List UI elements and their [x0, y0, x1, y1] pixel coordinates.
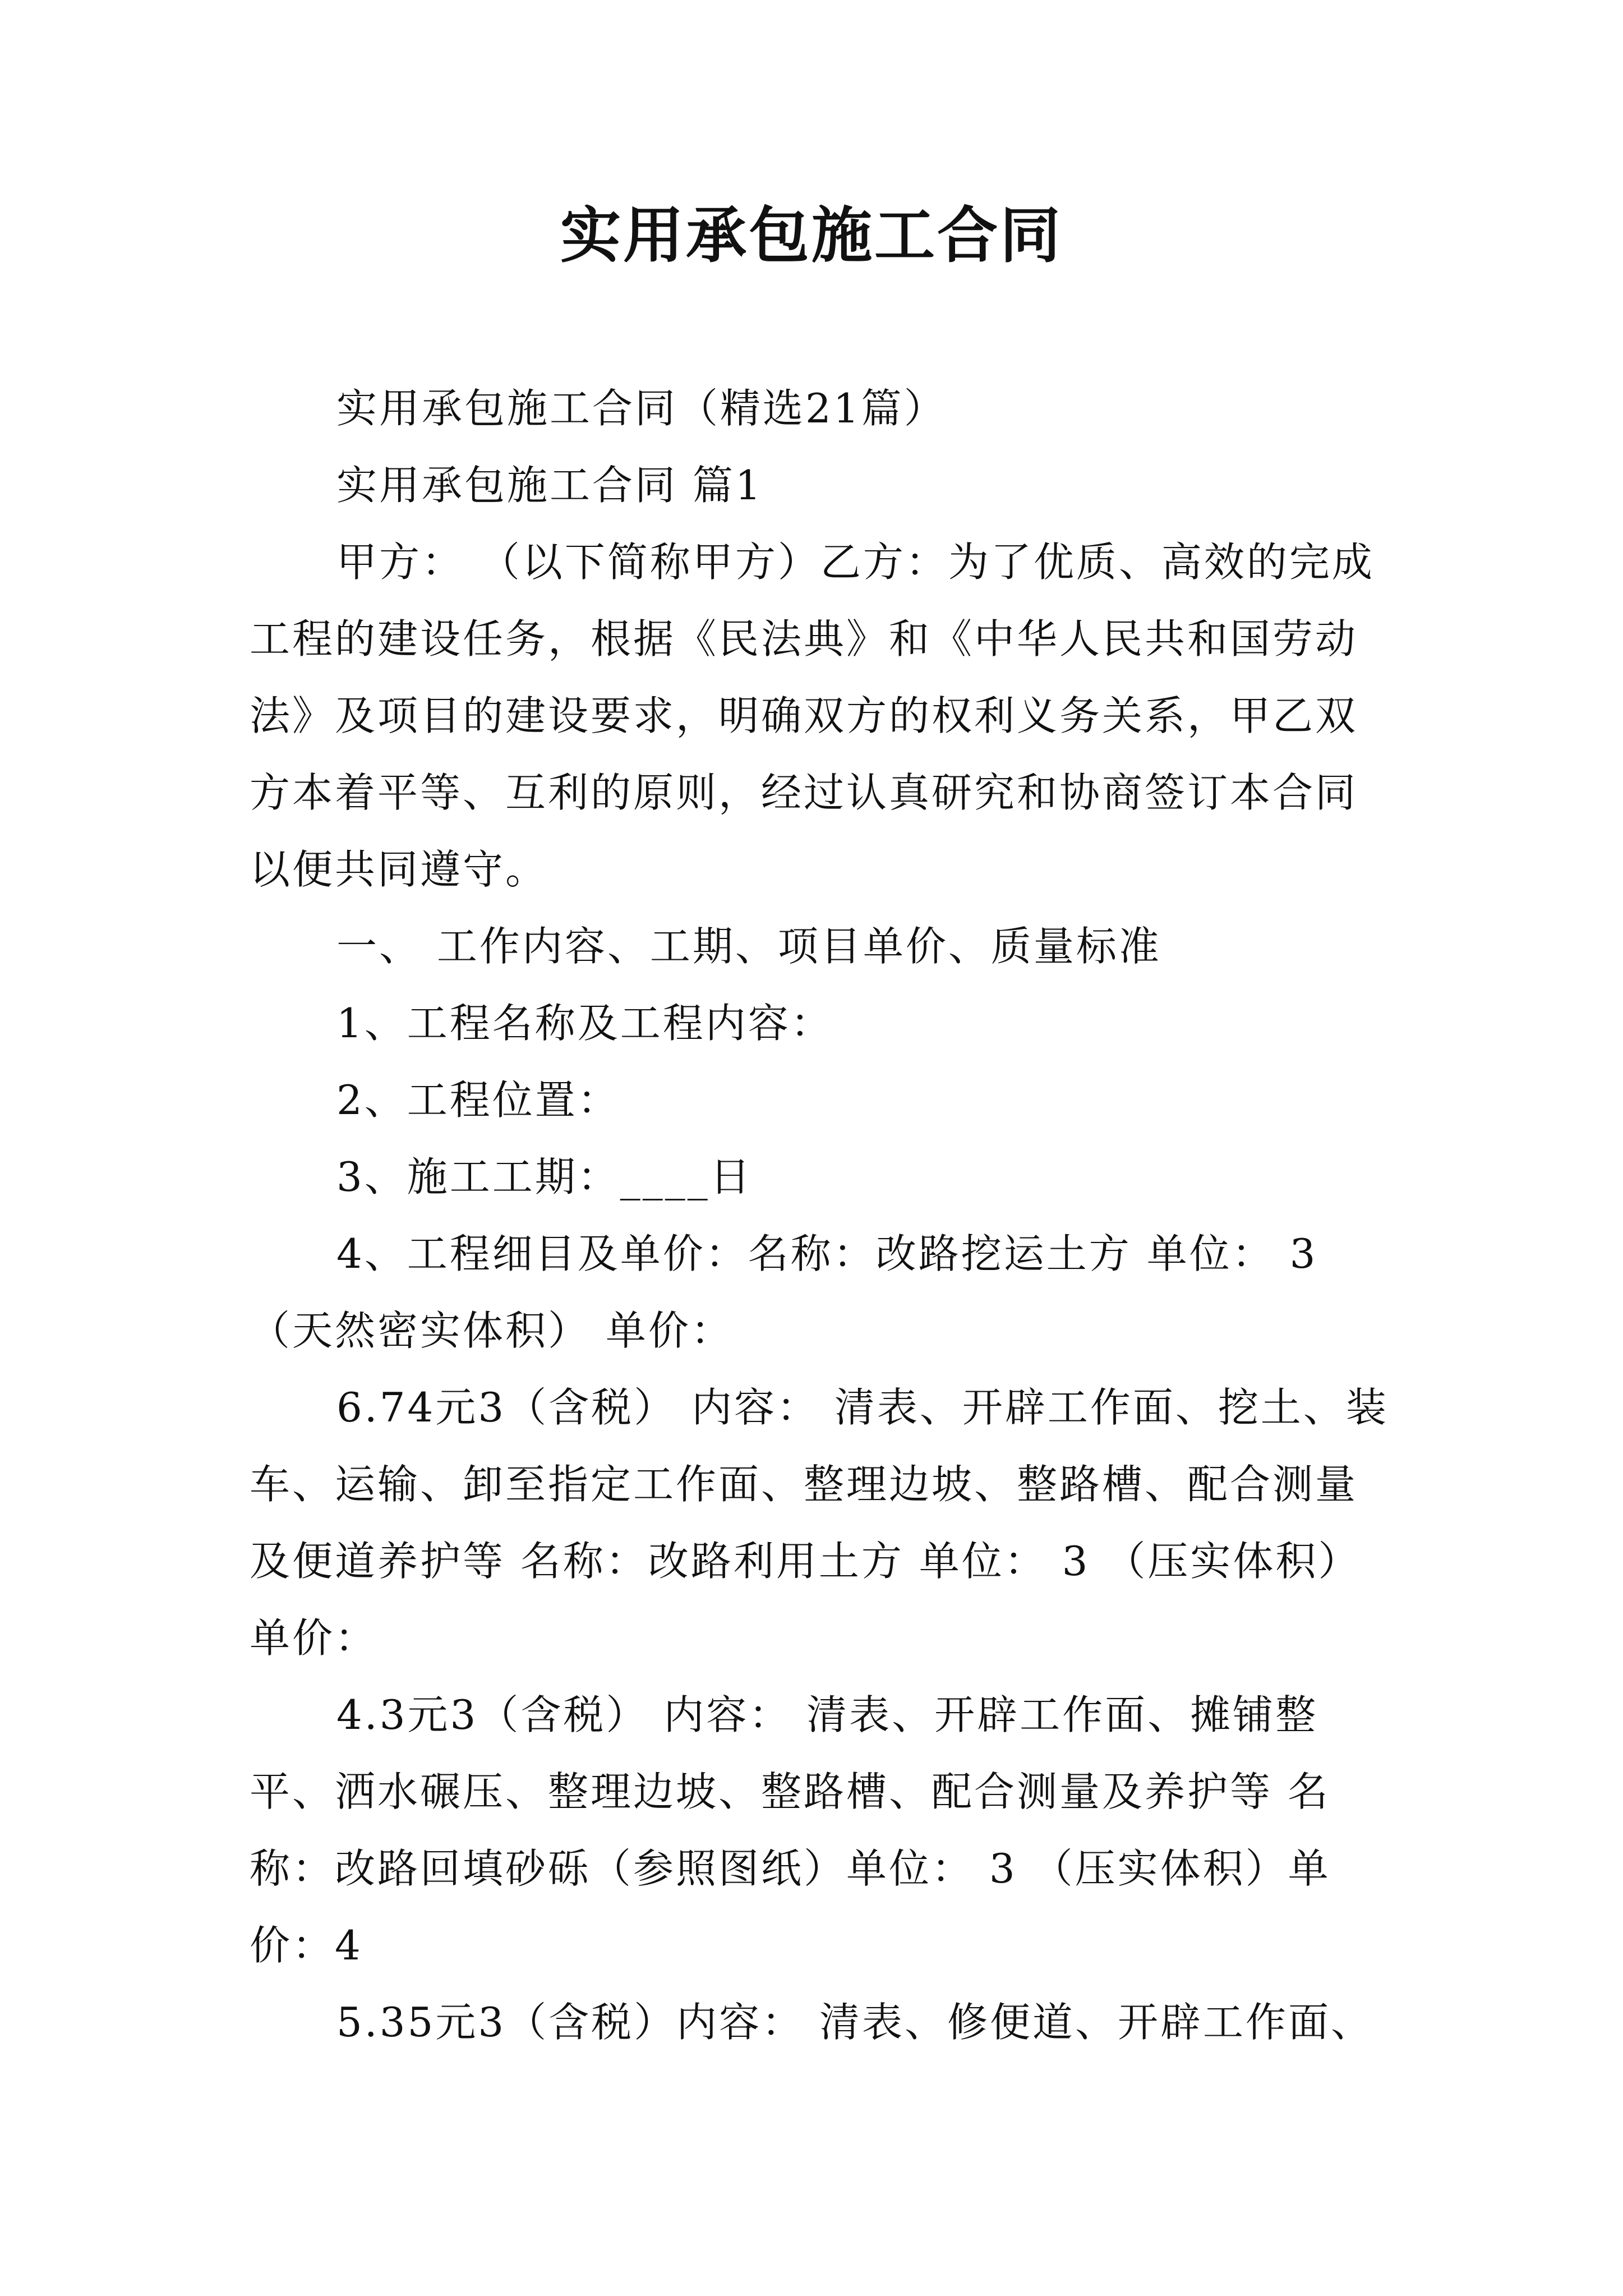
paragraph-price-2: 4.3元3（含税） 内容： 清表、开辟工作面、摊铺整平、洒水碾压、整理边坡、整路槽、配合测量及养护等 名称：改路回填砂砾（参照图纸）单位： 3 （压实体积）单价：4	[250, 1691, 1331, 1969]
paragraph-preamble: 甲方： （以下简称甲方）乙方：为了优质、高效的完成 工程的建设任务，根据《民法典》和《中华人民共和国劳动法》及项目的建设要求，明确双方的权利义务关系，甲乙双方本着平等、互利的原则，经过认真研究和协商签订本合同以便共同遵守。	[250, 539, 1375, 893]
paragraph-item-4: 4、工程细目及单价：名称：改路挖运土方 单位： 3（天然密实体积） 单价：	[250, 1230, 1318, 1354]
document-body	[250, 370, 1399, 2061]
paragraph-section-heading: 实用承包施工合同 篇1	[336, 462, 763, 509]
paragraph-price-1: 6.74元3（含税） 内容： 清表、开辟工作面、挖土、装车、运输、卸至指定工作面、整理边坡、整路槽、配合测量及便道养护等 名称：改路利用土方 单位： 3 （压实体积） 单价：	[250, 1384, 1389, 1662]
paragraph-clause-heading: 一、 工作内容、工期、项目单价、质量标准	[336, 923, 1161, 970]
paragraph-item-1: 1、工程名称及工程内容：	[336, 1000, 833, 1047]
document-title: 实用承包施工合同	[560, 200, 1063, 271]
paragraph-item-2: 2、工程位置：	[336, 1076, 620, 1124]
paragraph-item-3: 3、施工工期：____日	[336, 1153, 753, 1200]
paragraph-subtitle: 实用承包施工合同（精选21篇）	[336, 385, 947, 432]
paragraph-price-3: 5.35元3（含税）内容： 清表、修便道、开辟工作面、	[336, 1999, 1374, 2046]
